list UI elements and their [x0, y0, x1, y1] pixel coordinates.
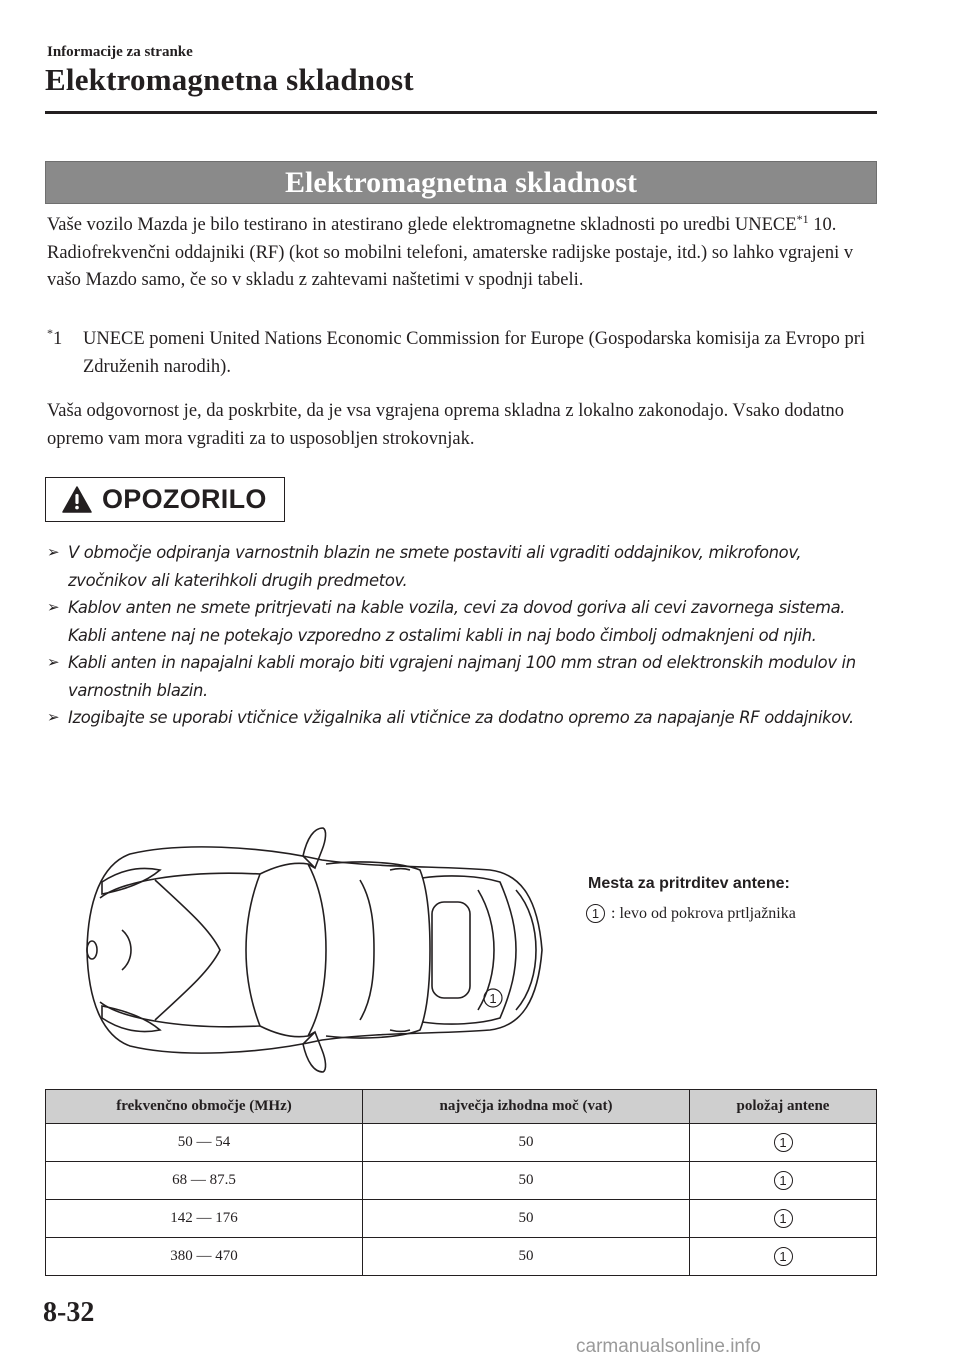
warning-item-text: V območje odpiranja varnostnih blazin ne smete postaviti ali vgraditi oddajnikov, mikrofonov, zvočnikov ali katerihkoli drugih predmetov.	[68, 543, 802, 590]
warning-item	[47, 594, 877, 649]
footnote-asterisk: *	[47, 326, 53, 340]
table-row	[46, 1124, 877, 1162]
warning-triangle-icon	[62, 486, 92, 513]
cell-antenna	[690, 1200, 877, 1238]
footnote-text: UNECE pomeni United Nations Economic Commission for Europe (Gospodarska komisija za Evropo pri Združenih narodih).	[83, 329, 866, 377]
cell-antenna	[690, 1162, 877, 1200]
cell-frequency: 50 — 54	[46, 1124, 363, 1162]
arrow-bullet-icon: ➢	[47, 598, 60, 616]
table-row	[46, 1238, 877, 1276]
warning-item-text: Kabli anten in napajalni kabli morajo biti vgrajeni najmanj 100 mm stran od elektronskih modulov in varnostnih blazin.	[68, 653, 856, 700]
legend-title: Mesta za pritrditev antene:	[588, 875, 790, 892]
footnote-number: 1	[53, 329, 63, 349]
page-number: 8-32	[43, 1297, 95, 1328]
warning-item-text: Izogibajte se uporabi vtičnice vžigalnika ali vtičnice za dodatno opremo za napajanje RF oddajnikov.	[68, 708, 854, 727]
warning-box	[45, 477, 285, 522]
arrow-bullet-icon: ➢	[47, 653, 60, 671]
warning-item	[47, 649, 877, 704]
car-top-view-illustration	[60, 820, 580, 1080]
heading-divider	[45, 111, 877, 114]
circled-number-icon: 1	[774, 1133, 793, 1152]
cell-frequency: 68 — 87.5	[46, 1162, 363, 1200]
section-label: Informacije za stranke	[47, 44, 193, 60]
cell-power: 50	[363, 1200, 690, 1238]
warning-label: OPOZORILO	[102, 484, 267, 514]
frequency-table	[45, 1089, 877, 1276]
footnote-reference: *1	[796, 212, 809, 226]
footnote-mark	[47, 326, 62, 354]
column-header-frequency: frekvenčno območje (MHz)	[46, 1090, 363, 1124]
circled-number-icon: 1	[774, 1171, 793, 1190]
table-row	[46, 1200, 877, 1238]
cell-frequency: 142 — 176	[46, 1200, 363, 1238]
circled-number-icon: 1	[774, 1209, 793, 1228]
warning-item	[47, 539, 877, 594]
circled-number-icon: 1	[774, 1247, 793, 1266]
cell-power: 50	[363, 1124, 690, 1162]
column-header-power: največja izhodna moč (vat)	[363, 1090, 690, 1124]
warning-item	[47, 704, 877, 732]
cell-antenna	[690, 1238, 877, 1276]
legend-text: : levo od pokrova prtljažnika	[611, 904, 796, 922]
column-header-antenna: položaj antene	[690, 1090, 877, 1124]
section-title-bar: Elektromagnetna skladnost	[45, 161, 877, 204]
warning-item-text: Kablov anten ne smete pritrjevati na kable vozila, cevi za dovod goriva ali cevi zavornega sistema. Kabli antene naj ne potekajo vzporedno z ostalimi kabli in naj bodo čimbolj odmaknjeni od njih.	[68, 598, 846, 645]
intro-text-end: 10. Radiofrekvenčni oddajniki (RF) (kot so mobilni telefoni, amaterske radijske postaje, itd.) so lahko vgrajeni v vašo Mazdo samo, če so v skladu z zahtevami naštetimi v spodnji tabeli.	[47, 215, 854, 290]
cell-antenna	[690, 1124, 877, 1162]
warning-list	[47, 539, 877, 732]
arrow-bullet-icon: ➢	[47, 708, 60, 726]
arrow-bullet-icon: ➢	[47, 543, 60, 561]
footnote	[47, 326, 879, 381]
responsibility-paragraph: Vaša odgovornost je, da poskrbite, da je vsa vgrajena oprema skladna z lokalno zakonodajo. Vsako dodatno opremo vam mora vgraditi za to usposobljen strokovnjak.	[47, 401, 844, 449]
watermark: carmanualsonline.info	[576, 1336, 761, 1357]
legend-row	[586, 904, 796, 923]
cell-frequency: 380 — 470	[46, 1238, 363, 1276]
page-heading: Elektromagnetna skladnost	[45, 62, 414, 97]
circled-number-icon: 1	[586, 904, 605, 923]
intro-text-start: Vaše vozilo Mazda je bilo testirano in atestirano glede elektromagnetne skladnosti po uredbi UNECE	[47, 215, 797, 235]
cell-power: 50	[363, 1162, 690, 1200]
table-row	[46, 1162, 877, 1200]
table-header-row	[46, 1090, 877, 1124]
intro-paragraph	[47, 212, 879, 295]
figure-marker-label: 1	[489, 991, 497, 1006]
cell-power: 50	[363, 1238, 690, 1276]
